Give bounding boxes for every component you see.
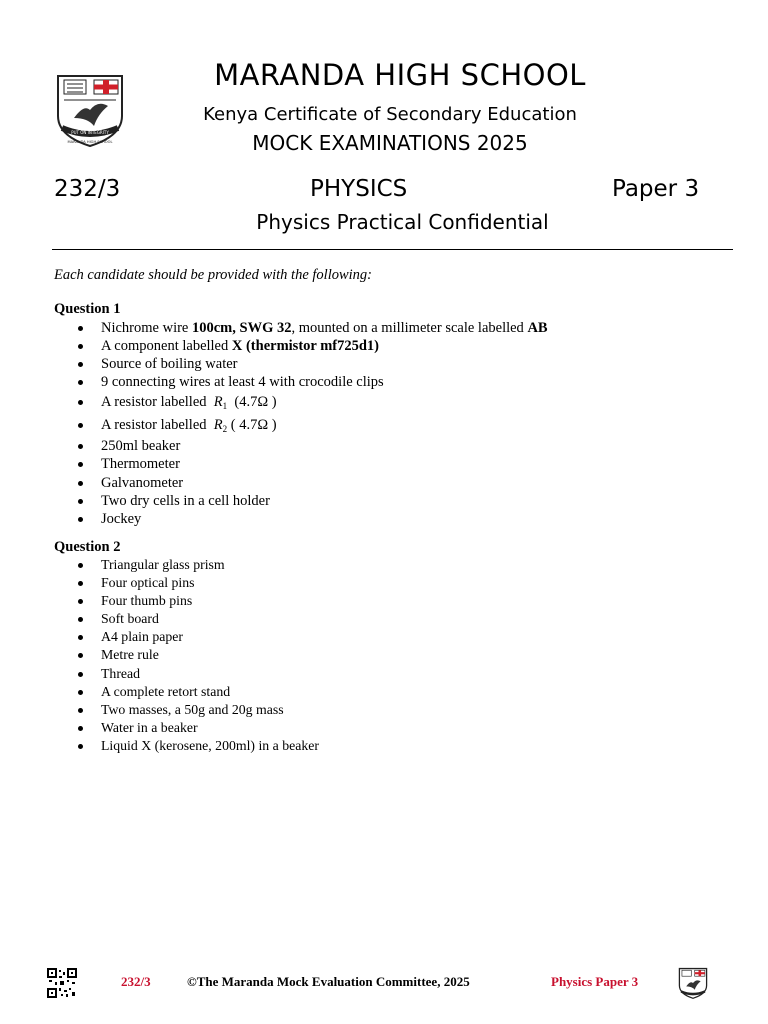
certificate-title: Kenya Certificate of Secondary Education [203, 104, 577, 125]
list-item: A complete retort stand [54, 683, 319, 701]
footer-code: 232/3 [121, 974, 151, 989]
intro-text: Each candidate should be provided with the following: [54, 267, 373, 283]
list-item: Four optical pins [54, 574, 319, 592]
list-item: Source of boiling water [54, 355, 548, 373]
school-name: MARANDA HIGH SCHOOL [214, 58, 586, 92]
list-item: Thermometer [54, 455, 548, 473]
svg-text:MARANDA HIGH SCHOOL: MARANDA HIGH SCHOOL [67, 140, 113, 144]
question-2-title: Question 2 [54, 539, 121, 555]
footer-paper: Physics Paper 3 [551, 974, 639, 989]
list-item: A resistor labelled $R_1$ (4.7Ω ) [54, 391, 548, 414]
list-item: Two masses, a 50g and 20g mass [54, 701, 319, 719]
svg-text:PUT ON INTEGRITY: PUT ON INTEGRITY [71, 130, 109, 135]
list-item: A4 plain paper [54, 628, 319, 646]
paper-number: Paper 3 [612, 176, 700, 202]
list-item: Galvanometer [54, 474, 548, 492]
list-item: Soft board [54, 610, 319, 628]
list-item: Thread [54, 665, 319, 683]
school-crest-icon [54, 70, 126, 150]
question-1-list [54, 319, 548, 528]
question-1-title: Question 1 [54, 301, 121, 317]
paper-code: 232/3 [54, 176, 121, 202]
list-item: Jockey [54, 510, 548, 528]
list-item: 9 connecting wires at least 4 with crocodile clips [54, 373, 548, 391]
list-item: Four thumb pins [54, 592, 319, 610]
school-crest-icon [677, 966, 709, 1000]
list-item: Two dry cells in a cell holder [54, 492, 548, 510]
list-item: Liquid X (kerosene, 200ml) in a beaker [54, 737, 319, 755]
question-2-list [54, 556, 319, 755]
list-item: Nichrome wire 100cm, SWG 32, mounted on a millimeter scale labelled AB [54, 319, 548, 337]
list-item: 250ml beaker [54, 437, 548, 455]
exam-title: MOCK EXAMINATIONS 2025 [252, 131, 528, 155]
qr-code-icon [47, 968, 77, 998]
list-item: Triangular glass prism [54, 556, 319, 574]
list-item: Metre rule [54, 646, 319, 664]
subject-title: PHYSICS [310, 176, 408, 202]
list-item: A component labelled X (thermistor mf725d1) [54, 337, 548, 355]
document-title: Physics Practical Confidential [256, 210, 549, 234]
list-item: A resistor labelled $R_2$ ( 4.7Ω ) [54, 414, 548, 437]
footer-copyright: ©The Maranda Mock Evaluation Committee, 2025 [187, 974, 470, 989]
list-item: Water in a beaker [54, 719, 319, 737]
header-divider [52, 249, 733, 250]
